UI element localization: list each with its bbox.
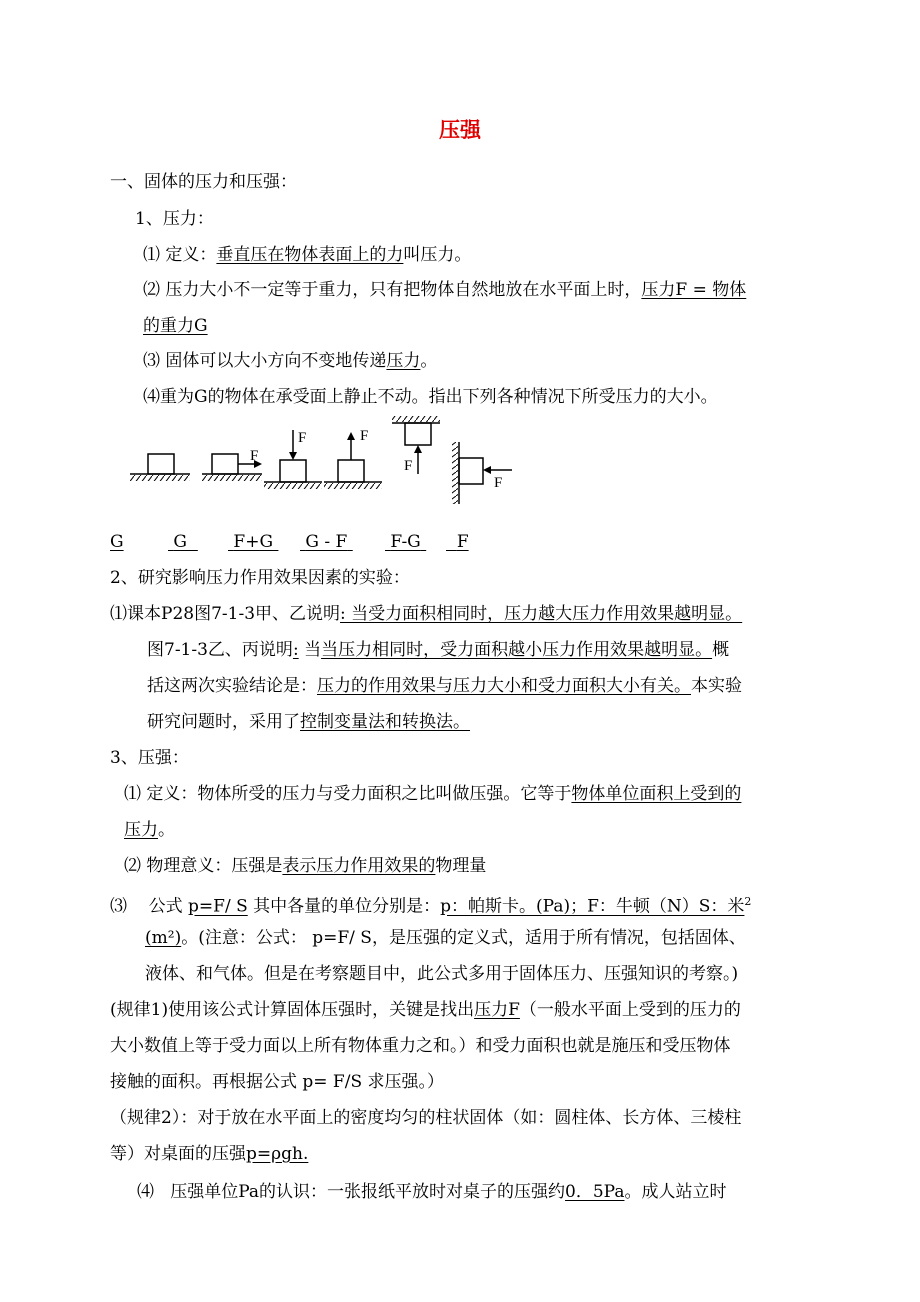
rule-1-line-3: 接触的面积。再根据公式 p= F/S 求压强。） (110, 1072, 445, 1092)
subsection-pressure-force: 1、压力： (135, 209, 214, 229)
item-transmit: ⑶ 固体可以大小方向不变地传递压力。 (143, 351, 438, 371)
answer-2: G (173, 532, 187, 552)
case-5-force-label: F (404, 458, 413, 474)
case-5-ceiling (392, 416, 440, 474)
answer-6: F (456, 532, 469, 552)
answer-5: F-G (390, 532, 421, 552)
answer-1: G (110, 532, 124, 552)
rule-2-line-1: （规律2）：对于放在水平面上的密度均匀的柱状固体（如：圆柱体、长方体、三棱柱 (110, 1108, 742, 1128)
physical-meaning: ⑵ 物理意义：压强是表示压力作用效果的物理量 (124, 856, 487, 876)
experiment-line-2: 图7-1-3乙、丙说明: 当当压力相同时，受力面积越小压力作用效果越明显。概 (147, 640, 730, 660)
section-1-heading: 一、固体的压力和压强： (110, 172, 297, 192)
experiment-line-4: 研究问题时，采用了控制变量法和转换法。 (147, 712, 470, 732)
page-title: 压强 (439, 117, 481, 142)
formula-line: ⑶ 公式 p=F/ S 其中各量的单位分别是：p：帕斯卡。(Pa)；F：牛顿（N）S：米$^2$ (110, 895, 752, 917)
answer-3: F+G (233, 532, 274, 552)
rule-1-line-1: (规律1)使用该公式计算固体压强时，关键是找出压力F（一般水平面上受到的压力的 (110, 1000, 741, 1020)
case-3-push-down (264, 430, 322, 489)
pressure-definition: ⑴ 定义：物体所受的压力与受力面积之比叫做压强。它等于物体单位面积上受到的 (124, 784, 742, 804)
rule-1-line-2: 大小数值上等于受力面以上所有物体重力之和。）和受力面积也就是施压和受压物体 (110, 1036, 731, 1056)
formula-note: (m²)。(注意：公式： p=F/ S，是压强的定义式，适用于所有情况，包括固体、 (145, 928, 746, 948)
experiment-line-1: ⑴课本P28图7-1-3甲、乙说明: 当受力面积相同时，压力越大压力作用效果越明显。 (110, 604, 743, 624)
case-4-force-label: F (360, 428, 369, 444)
answer-4: G - F (305, 532, 348, 552)
experiment-line-3: 括这两次实验结论是：压力的作用效果与压力大小和受力面积大小有关。本实验 (147, 676, 742, 696)
case-3-force-label: F (298, 430, 307, 446)
case-4-pull-up (324, 432, 382, 489)
section-3-heading: 3、压强： (110, 748, 189, 768)
case-2-force-label: F (250, 448, 259, 464)
force-diagram (128, 412, 528, 507)
pressure-definition-cont: 压力。 (124, 820, 175, 840)
case-6-wall (452, 442, 512, 504)
formula-note-cont: 液体、和气体。但是在考察题目中，此公式多用于固体压力、压强知识的考察。) (145, 964, 739, 984)
item-definition: ⑴ 定义：垂直压在物体表面上的力叫压力。 (143, 245, 472, 265)
section-2-heading: 2、研究影响压力作用效果因素的实验： (110, 568, 410, 588)
item-force-size: ⑵ 压力大小不一定等于重力，只有把物体自然地放在水平面上时，压力F = 物体 (143, 280, 747, 300)
case-1-block-on-ground (130, 454, 190, 481)
pa-unit-line: ⑷ 压强单位Pa的认识：一张报纸平放时对桌子的压强约0．5Pa。成人站立时 (137, 1182, 727, 1202)
case-6-force-label: F (494, 475, 503, 491)
item-cases: ⑷重为G的物体在承受面上静止不动。指出下列各种情况下所受压力的大小。 (143, 387, 718, 407)
item-force-size-cont: 的重力G (143, 316, 208, 336)
rule-2-line-2: 等）对桌面的压强p=ρgh. (110, 1144, 309, 1164)
